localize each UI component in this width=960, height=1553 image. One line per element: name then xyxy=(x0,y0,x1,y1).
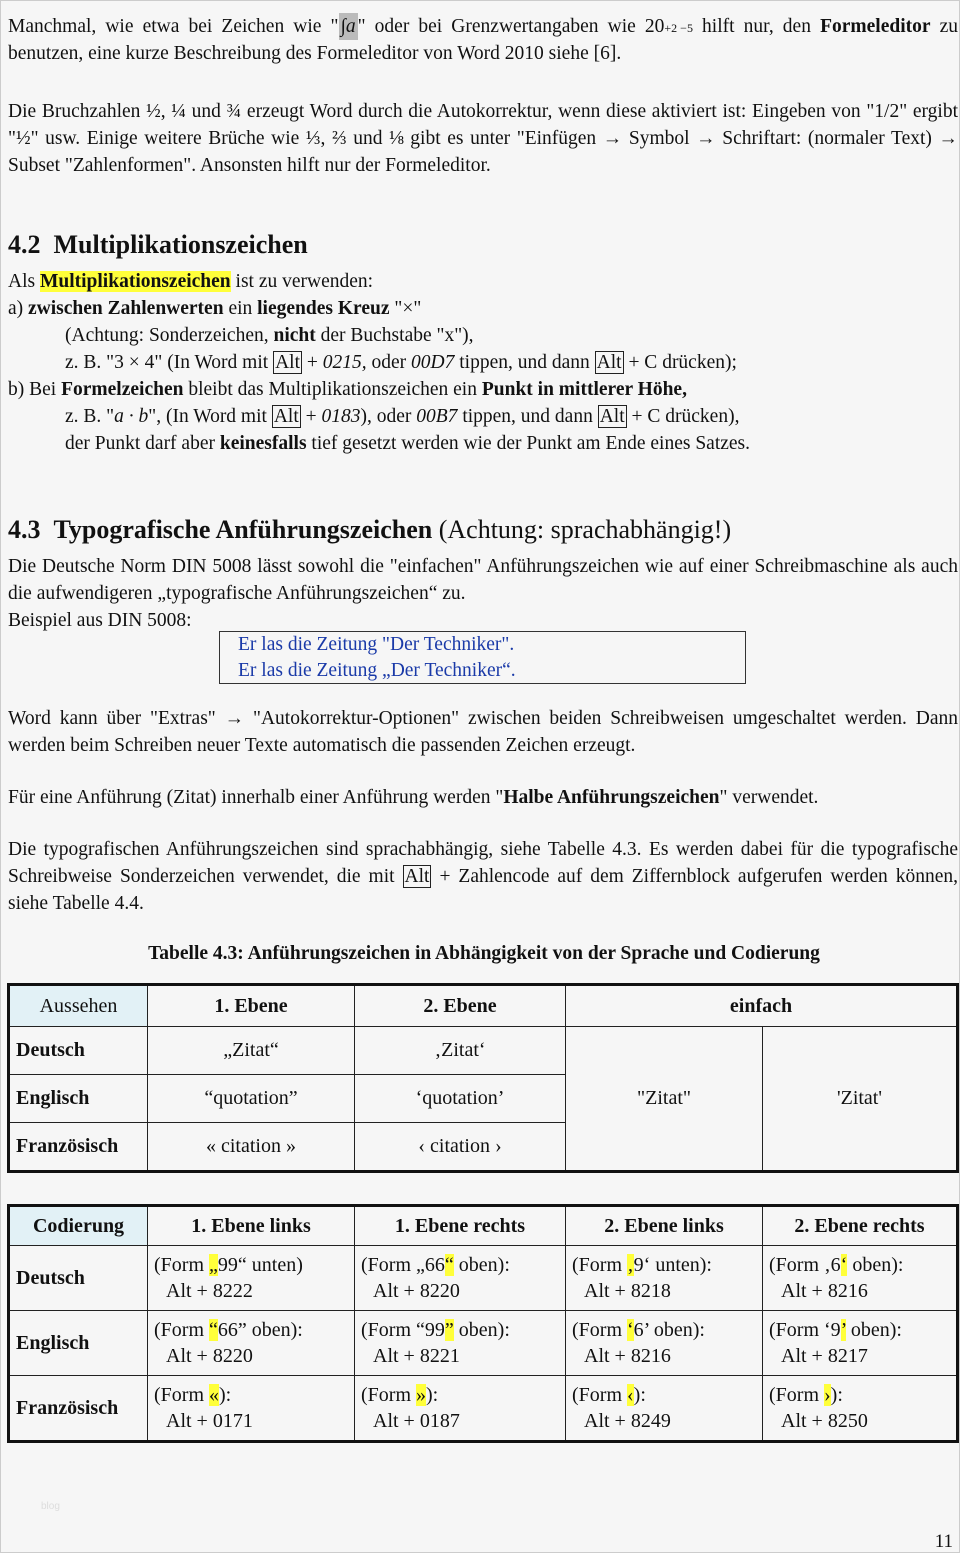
encoding-cell xyxy=(355,1376,566,1442)
text-run: " oder bei Grenzwertangaben wie 20 xyxy=(357,16,665,37)
encoding-cell xyxy=(148,1246,355,1311)
alt-code: Alt + 8249 xyxy=(584,1410,671,1432)
text-run: ein xyxy=(223,298,258,319)
heading-note: (Achtung: sprachabhängig!) xyxy=(438,515,732,544)
form-text: (Form xyxy=(154,1319,209,1341)
table-caption: Tabelle 4.3: Anführungszeichen in Abhängigkeit von der Sprache und Codierung xyxy=(148,943,820,964)
form-text: (Form “99 xyxy=(361,1319,445,1341)
text-run: tief gesetzt werden wie der Punkt am Ende eines Satzes. xyxy=(306,433,751,454)
text-run: a · b xyxy=(114,406,149,427)
text-run: ), oder xyxy=(360,406,417,427)
text-run: + xyxy=(301,352,323,373)
heading-title: Typografische Anführungszeichen xyxy=(53,515,433,544)
form-text: oben): xyxy=(845,1319,902,1341)
paragraph-autokorrektur xyxy=(8,705,958,759)
text-run: ∫a xyxy=(339,13,358,40)
highlighted-quote: ‹ xyxy=(627,1384,634,1406)
text-run: ", (In Word mit xyxy=(148,406,272,427)
text-run: z. B. "3 × 4" (In Word mit xyxy=(65,352,274,373)
alt-code: Alt + 8216 xyxy=(584,1345,671,1367)
form-text: 99“ unten) xyxy=(217,1254,303,1276)
text-run: b) Bei xyxy=(8,379,62,400)
text-run: Formelzeichen xyxy=(61,379,184,400)
row-label: Englisch xyxy=(9,1075,148,1123)
highlighted-quote: ” xyxy=(444,1319,454,1341)
text-run: Multiplikationszeichen xyxy=(39,271,231,292)
text-run: Word kann über "Extras" → "Autokorrektur-Optionen" zwischen beiden Schreibweisen umgeschaltet werden. Dann werden beim Schreiben neuer Texte automatisch die passenden Zeichen erzeugt. xyxy=(8,708,958,756)
encoding-cell xyxy=(148,1376,355,1442)
table-cell: 'Zitat' xyxy=(763,1027,958,1172)
text-run: 00D7 xyxy=(411,352,455,373)
encoding-cell xyxy=(763,1376,958,1442)
form-text: (Form „66 xyxy=(361,1254,445,1276)
form-text: (Form xyxy=(572,1254,627,1276)
text-run: "×" xyxy=(389,298,422,319)
table-row xyxy=(9,1311,958,1376)
key-label-alt: Alt xyxy=(275,352,300,373)
row-label: Deutsch xyxy=(9,1027,148,1075)
quotes-appearance-table xyxy=(7,983,959,1173)
text-run: Als xyxy=(8,271,40,292)
text-run: Halbe Anführungszeichen xyxy=(503,787,720,808)
row-label: Französisch xyxy=(9,1376,148,1442)
table-row xyxy=(9,1246,958,1311)
text-run: z. B. " xyxy=(65,406,115,427)
key-label-alt: Alt xyxy=(596,352,622,373)
encoding-cell xyxy=(355,1311,566,1376)
encoding-cell xyxy=(148,1311,355,1376)
text-run: Beispiel aus DIN 5008: xyxy=(8,610,192,631)
highlighted-quote: “ xyxy=(444,1254,454,1276)
form-text: 6’ oben): xyxy=(633,1319,705,1341)
form-text: (Form xyxy=(572,1319,627,1341)
header-cell: Aussehen xyxy=(9,985,148,1027)
table-header-row xyxy=(9,985,958,1027)
table-header-row xyxy=(9,1206,958,1246)
alt-code: Alt + 8250 xyxy=(781,1410,868,1432)
paragraph-halbe xyxy=(8,784,958,811)
encoding-cell xyxy=(566,1376,763,1442)
form-text: (Form xyxy=(154,1384,209,1406)
text-run: bleibt das Multiplikationszeichen ein xyxy=(183,379,482,400)
form-text: 9‘ unten): xyxy=(633,1254,712,1276)
quotes-encoding-table xyxy=(7,1204,959,1443)
header-cell: 1. Ebene xyxy=(148,985,355,1027)
heading-number: 4.3 xyxy=(8,515,41,544)
row-label: Englisch xyxy=(9,1311,148,1376)
paragraph-din5008 xyxy=(8,553,958,634)
encoding-cell xyxy=(566,1246,763,1311)
table-row xyxy=(9,1027,958,1075)
text-run: zwischen Zahlenwerten xyxy=(28,298,224,319)
table-cell: “quotation” xyxy=(148,1075,355,1123)
table-cell: « citation » xyxy=(148,1123,355,1172)
heading-4-3 xyxy=(8,515,731,545)
row-label: Deutsch xyxy=(9,1246,148,1311)
text-run: keinesfalls xyxy=(219,433,307,454)
header-cell: einfach xyxy=(566,985,958,1027)
row-label: Französisch xyxy=(9,1123,148,1172)
text-run: + Zahlencode auf dem Ziffernblock aufgerufen werden können, siehe Tabelle 4.4. xyxy=(8,866,959,914)
encoding-cell xyxy=(763,1311,958,1376)
table-cell: ‚Zitat‘ xyxy=(355,1027,566,1075)
form-text: oben): xyxy=(847,1254,904,1276)
form-text: (Form xyxy=(154,1254,209,1276)
text-run: + C drücken); xyxy=(623,352,737,373)
table-cell: ‹ citation › xyxy=(355,1123,566,1172)
alt-code: Alt + 8222 xyxy=(166,1280,253,1302)
paragraph-bruchzahlen xyxy=(8,98,958,179)
key-label-alt: Alt xyxy=(599,406,625,427)
text-run: zu benutzen, eine kurze Beschreibung des Formeleditor von Word 2010 siehe [6]. xyxy=(8,16,959,64)
form-text: ): xyxy=(426,1384,439,1406)
encoding-cell xyxy=(763,1246,958,1311)
highlighted-quote: » xyxy=(416,1384,426,1406)
text-run: Die Bruchzahlen ½, ¼ und ¾ erzeugt Word durch die Autokorrektur, wenn diese aktiviert ist: Eingeben von "1/2" ergibt "½" usw. Einige weitere Brüche wie ⅓, ⅔ und ⅛ gibt es unter "Einfügen → Symbol → Schriftart: (normaler Text) → Subset "Zahlenformen". Ansonsten hilft nur der Formeleditor. xyxy=(8,101,958,176)
header-cell: 1. Ebene rechts xyxy=(355,1206,566,1246)
alt-code: Alt + 8220 xyxy=(373,1280,460,1302)
paragraph-sprachabhaengig xyxy=(8,836,958,917)
header-cell: 2. Ebene links xyxy=(566,1206,763,1246)
text-run: oder xyxy=(366,352,412,373)
form-text: oben): xyxy=(453,1254,510,1276)
text-run: 0183 xyxy=(321,406,361,427)
example-line: Er las die Zeitung „Der Techniker“. xyxy=(238,660,516,681)
text-run: hilft nur, den xyxy=(692,16,821,37)
paragraph-multiplikation xyxy=(8,268,958,457)
text-run: Die typografischen Anführungszeichen sind sprachabhängig, siehe Tabelle 4.3. Es werden dabei für die typografische Schreibweise Sonderzeichen verwendet, die mit xyxy=(8,839,958,887)
text-run: Formeleditor xyxy=(820,16,931,37)
table-row xyxy=(9,1376,958,1442)
text-run: +2 −5 xyxy=(664,20,693,35)
key-label-alt: Alt xyxy=(273,406,299,427)
table-cell: "Zitat" xyxy=(566,1027,763,1172)
heading-number: 4.2 xyxy=(8,230,41,259)
alt-code: Alt + 8221 xyxy=(373,1345,460,1367)
form-text: oben): xyxy=(453,1319,510,1341)
highlighted-quote: „ xyxy=(209,1254,218,1276)
text-run: tippen, und dann xyxy=(454,352,595,373)
form-text: 66” oben): xyxy=(217,1319,303,1341)
table-cell: ‘quotation’ xyxy=(355,1075,566,1123)
text-run: Die Deutsche Norm DIN 5008 lässt sowohl die "einfachen" Anführungszeichen wie auf einer Schreibmaschine als auch die aufwendigeren „typografische Anführungszeichen“ zu. xyxy=(8,556,958,604)
text-run: Für eine Anführung (Zitat) innerhalb einer Anführung werden " xyxy=(8,787,504,808)
alt-code: Alt + 8218 xyxy=(584,1280,671,1302)
alt-code: Alt + 0187 xyxy=(373,1410,460,1432)
page-number: 11 xyxy=(934,1531,953,1552)
encoding-cell xyxy=(355,1246,566,1311)
highlighted-quote: ’ xyxy=(840,1319,846,1341)
text-run: a) xyxy=(8,298,29,319)
alt-code: Alt + 8216 xyxy=(781,1280,868,1302)
alt-code: Alt + 8220 xyxy=(166,1345,253,1367)
form-text: ): xyxy=(633,1384,646,1406)
text-run: + C drücken), xyxy=(626,406,740,427)
text-run: tippen, und dann xyxy=(457,406,598,427)
text-run: Punkt in mittlerer Höhe, xyxy=(481,379,687,400)
text-run: Manchmal, wie etwa bei Zeichen wie " xyxy=(8,16,339,37)
form-text: (Form xyxy=(572,1384,627,1406)
text-run: ist zu verwenden: xyxy=(230,271,374,292)
text-run: + xyxy=(300,406,322,427)
heading-4-2 xyxy=(8,230,308,260)
heading-title: Multiplikationszeichen xyxy=(53,230,308,259)
form-text: (Form ‚6 xyxy=(769,1254,841,1276)
text-run: liegendes Kreuz xyxy=(257,298,390,319)
paragraph-formeleditor xyxy=(8,13,958,67)
table-cell: „Zitat“ xyxy=(148,1027,355,1075)
header-cell: 2. Ebene rechts xyxy=(763,1206,958,1246)
form-text: (Form ‘9 xyxy=(769,1319,841,1341)
header-cell: Codierung xyxy=(9,1206,148,1246)
alt-code: Alt + 0171 xyxy=(166,1410,253,1432)
text-run: (Achtung: Sonderzeichen, xyxy=(65,325,274,346)
text-run: der Buchstabe "x"), xyxy=(315,325,474,346)
highlighted-quote: › xyxy=(824,1384,831,1406)
alt-code: Alt + 8217 xyxy=(781,1345,868,1367)
form-text: ): xyxy=(830,1384,843,1406)
header-cell: 2. Ebene xyxy=(355,985,566,1027)
form-text: (Form xyxy=(361,1384,416,1406)
highlighted-quote: ‚ xyxy=(627,1254,634,1276)
highlighted-quote: ‘ xyxy=(627,1319,634,1341)
text-run: 0215, xyxy=(322,352,367,373)
highlighted-quote: “ xyxy=(209,1319,218,1341)
watermark: blog xyxy=(41,1501,60,1512)
key-label-alt: Alt xyxy=(404,866,430,887)
text-run: " verwendet. xyxy=(719,787,819,808)
highlighted-quote: « xyxy=(209,1384,219,1406)
form-text: ): xyxy=(219,1384,232,1406)
text-run: der Punkt darf aber xyxy=(65,433,220,454)
header-cell: 1. Ebene links xyxy=(148,1206,355,1246)
text-run: 00B7 xyxy=(416,406,458,427)
encoding-cell xyxy=(566,1311,763,1376)
text-run: nicht xyxy=(273,325,316,346)
example-box xyxy=(219,631,746,684)
highlighted-quote: ‘ xyxy=(840,1254,848,1276)
form-text: (Form xyxy=(769,1384,824,1406)
example-line: Er las die Zeitung "Der Techniker". xyxy=(238,634,515,655)
